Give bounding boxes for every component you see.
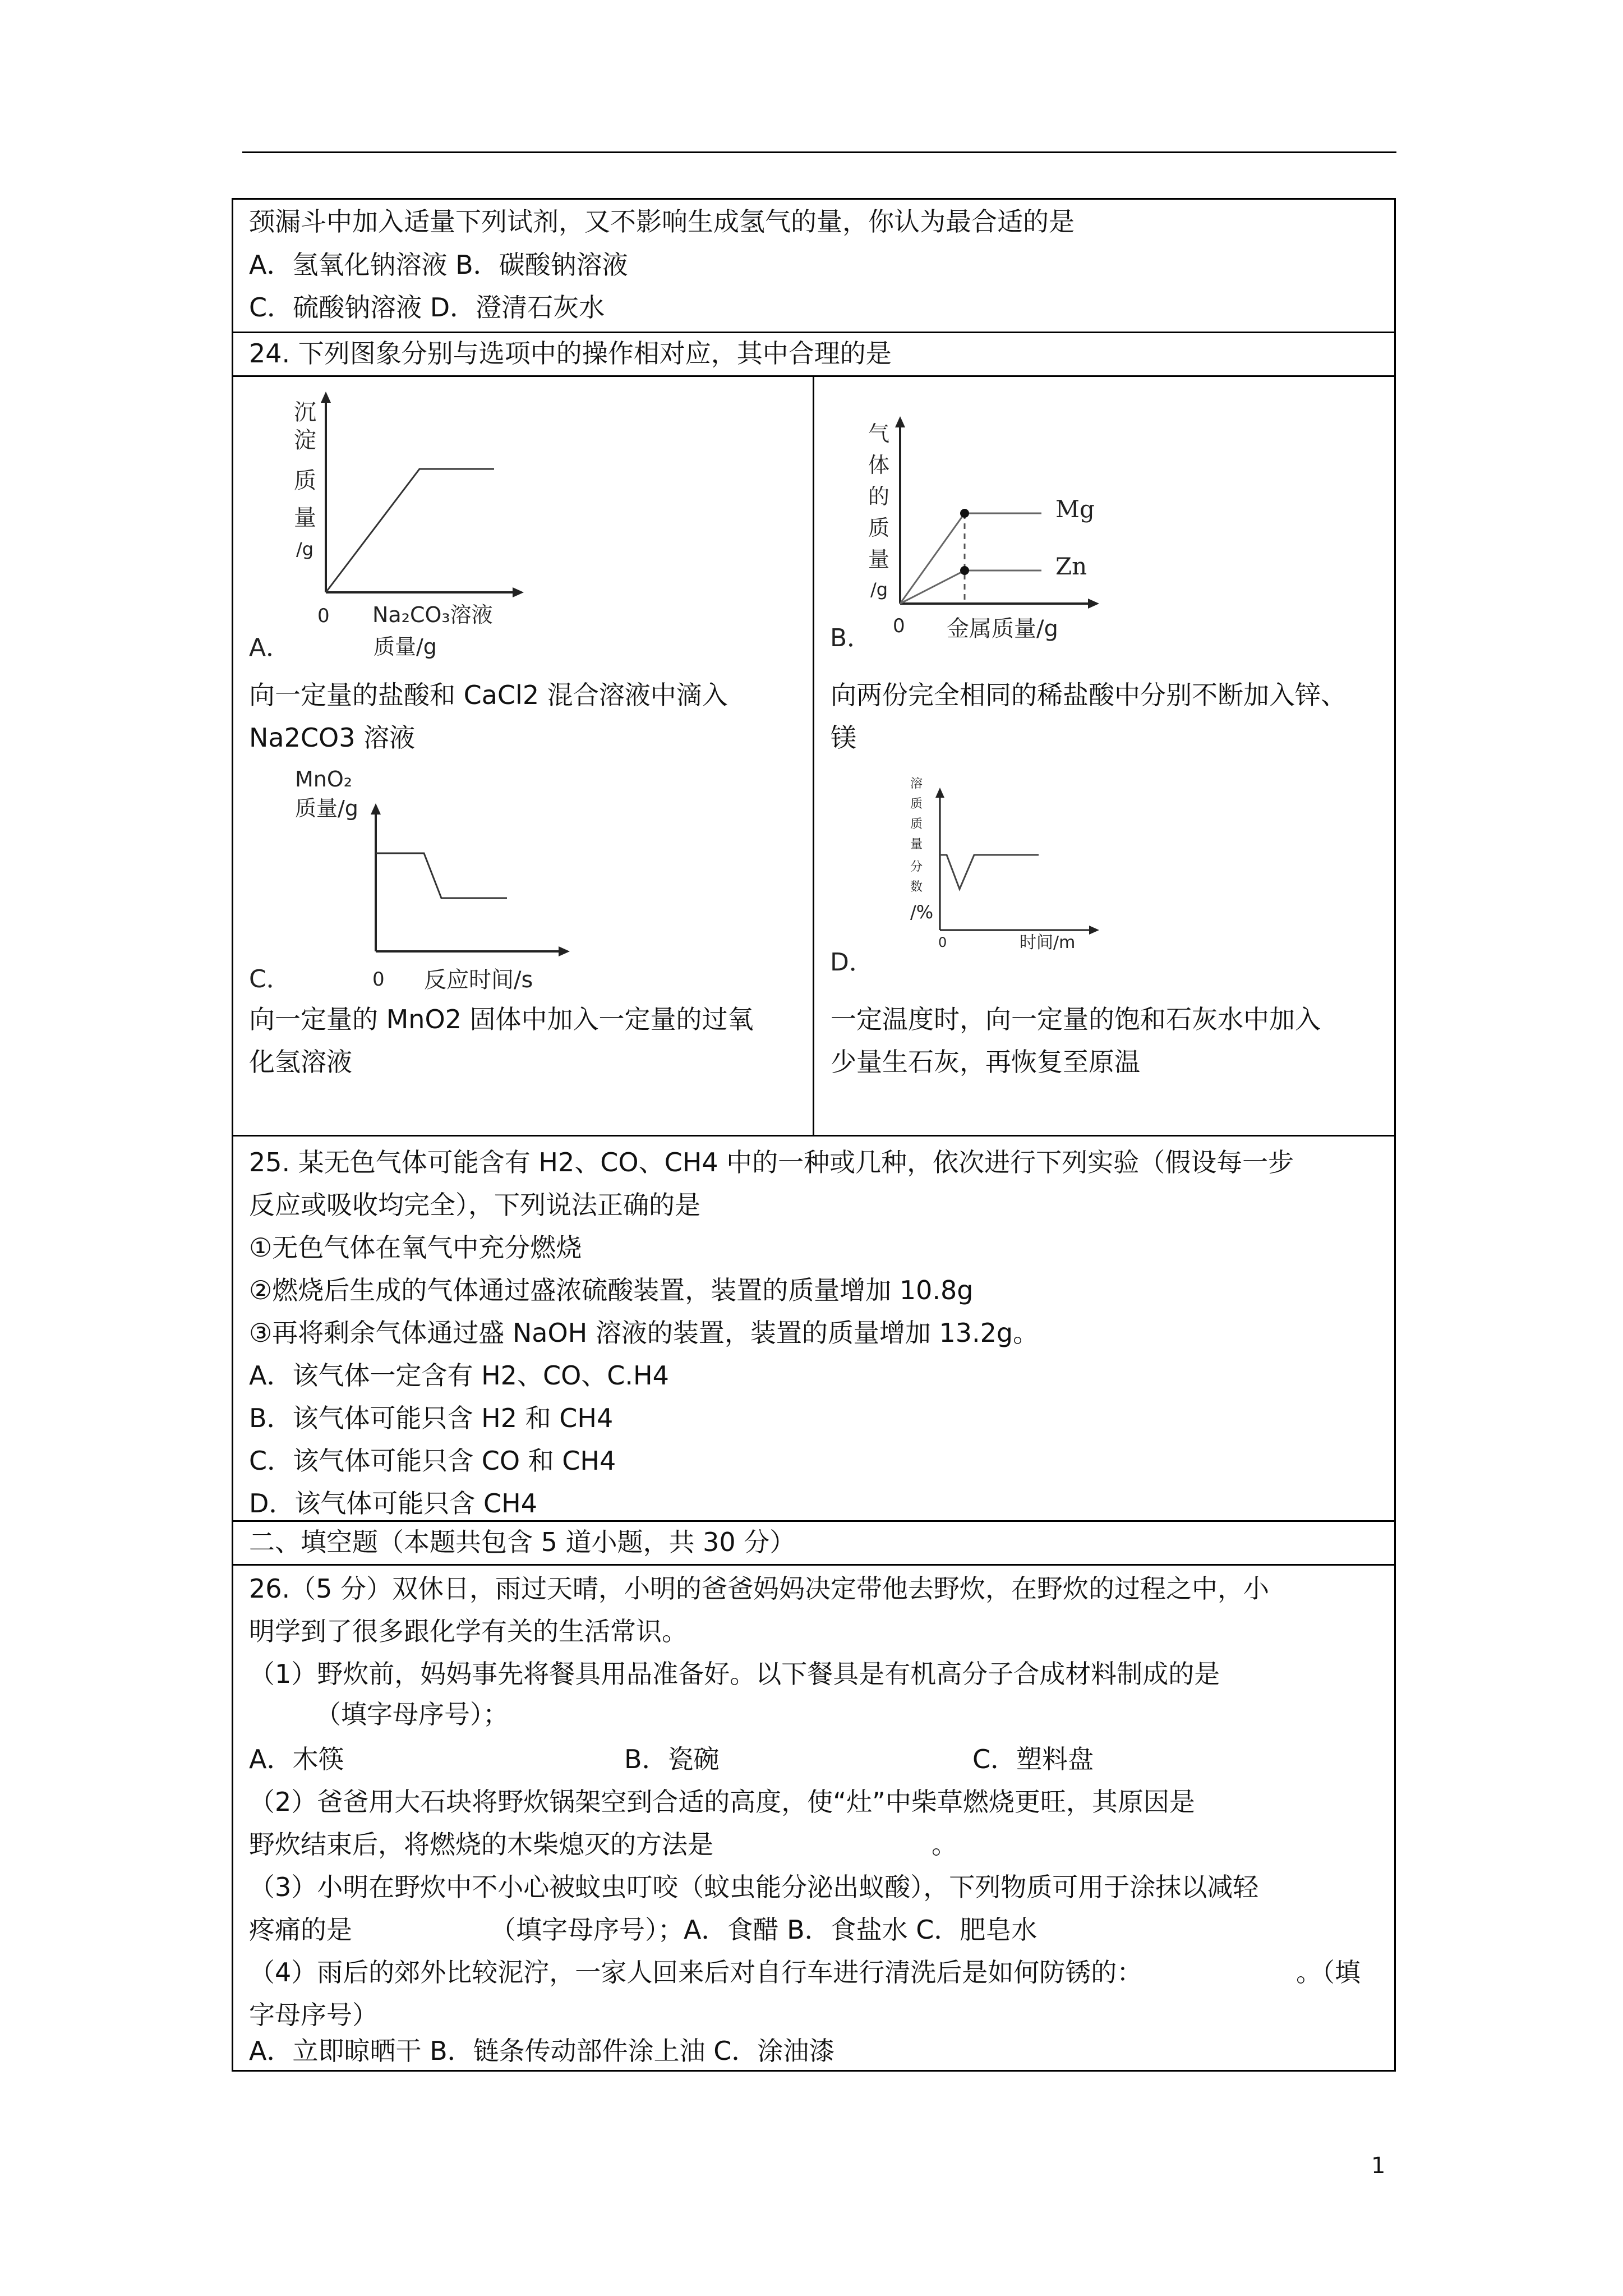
graph-c-desc-line1: 向一定量的 MnO2 固体中加入一定量的过氧 bbox=[249, 1004, 754, 1034]
graph-b-ylabel-4: 质 bbox=[868, 516, 890, 540]
graph-c bbox=[233, 764, 811, 1000]
graph-b-curve-zn bbox=[900, 570, 1041, 604]
graph-a-ylabel-2: 淀 bbox=[294, 427, 316, 453]
q26-row bbox=[233, 1564, 1394, 2070]
graph-d-desc-line2: 少量生石灰，再恢复至原温 bbox=[831, 1047, 1140, 1077]
q26-line2: 明学到了很多跟化学有关的生活常识。 bbox=[249, 1616, 688, 1646]
q25-step3: ③再将剩余气体通过盛 NaOH 溶液的装置，装置的质量增加 13.2g。 bbox=[249, 1318, 1039, 1348]
q26-part1-option-a: A．木筷 bbox=[249, 1744, 344, 1774]
graph-d-ylabel-2: 质 bbox=[910, 797, 923, 811]
graph-b-zn-point bbox=[960, 566, 969, 575]
graph-c-letter: C． bbox=[249, 965, 291, 993]
graph-a-xlabel-line2: 质量/g bbox=[374, 634, 437, 659]
graph-c-ylabel-line1: MnO₂ bbox=[295, 767, 353, 792]
q26-part4-line1-end: 。（填 bbox=[1296, 1957, 1361, 1987]
q26-line1: 26.（5 分）双休日，雨过天晴，小明的爸爸妈妈决定带他去野炊，在野炊的过程之中，小 bbox=[249, 1573, 1270, 1604]
graph-a-ylabel-4: 量 bbox=[294, 505, 316, 531]
graph-c-origin: 0 bbox=[372, 968, 385, 991]
q26-part1-line1: （1）野炊前，妈妈事先将餐具用品准备好。以下餐具是有机高分子合成材料制成的是 bbox=[249, 1659, 1220, 1689]
graph-d-ylabel-6: 数 bbox=[910, 880, 923, 894]
graph-a-desc-line2: Na2CO3 溶液 bbox=[249, 723, 416, 753]
q26-part2-line2: 野炊结束后，将燃烧的木柴熄灭的方法是 bbox=[249, 1829, 713, 1860]
q26-part3-line2-b: （填字母序号）；A．食醋 B．食盐水 C．肥皂水 bbox=[490, 1915, 1038, 1945]
graph-c-xlabel: 反应时间/s bbox=[424, 967, 533, 993]
q24-stem: 24. 下列图象分别与选项中的操作相对应，其中合理的是 bbox=[249, 338, 892, 369]
graph-a-ylabel-3: 质 bbox=[294, 468, 316, 494]
graph-c-curve bbox=[376, 853, 507, 898]
graph-b-ylabel-unit: /g bbox=[870, 579, 888, 600]
q26-part2-period: 。 bbox=[932, 1829, 957, 1860]
graph-b-ylabel-5: 量 bbox=[868, 547, 890, 572]
graph-d-ylabel-3: 质 bbox=[910, 817, 923, 831]
graph-b bbox=[814, 377, 1392, 680]
q25-stem-line2: 反应或吸收均完全），下列说法正确的是 bbox=[249, 1190, 700, 1220]
graph-b-desc-line1: 向两份完全相同的稀盐酸中分别不断加入锌、 bbox=[831, 680, 1347, 710]
q26-part3-line2-a: 疼痛的是 bbox=[249, 1915, 352, 1945]
graph-a-y-arrow bbox=[321, 392, 331, 403]
graph-c-desc-line2: 化氢溶液 bbox=[249, 1047, 352, 1077]
graph-a-xlabel-line1: Na₂CO₃溶液 bbox=[372, 602, 493, 627]
q23-options-ab: A．氢氧化钠溶液 B．碳酸钠溶液 bbox=[249, 250, 628, 280]
q25-option-b: B．该气体可能只含 H2 和 CH4 bbox=[249, 1403, 614, 1433]
graph-b-series-mg: Mg bbox=[1055, 495, 1095, 523]
graph-a-curve bbox=[326, 469, 494, 592]
graph-d-ylabel-unit: /% bbox=[910, 901, 934, 923]
q25-row bbox=[233, 1135, 1394, 1520]
q23-options-cd: C．硫酸钠溶液 D．澄清石灰水 bbox=[249, 292, 605, 323]
graph-b-mg-point bbox=[960, 509, 969, 518]
q26-part4-options: A．立即晾晒干 B．链条传动部件涂上油 C．涂油漆 bbox=[249, 2036, 835, 2066]
graph-d-xlabel: 时间/m bbox=[1020, 933, 1076, 953]
graph-b-xlabel: 金属质量/g bbox=[947, 616, 1058, 642]
q25-option-c: C．该气体可能只含 CO 和 CH4 bbox=[249, 1446, 616, 1476]
q26-part1-line2: （填字母序号）； bbox=[315, 1699, 509, 1729]
q26-part4-line2: 字母序号） bbox=[249, 2000, 378, 2030]
graph-d-letter: D． bbox=[830, 948, 874, 977]
graph-c-y-arrow bbox=[371, 803, 381, 815]
graph-a-desc-line1: 向一定量的盐酸和 CaCl2 混合溶液中滴入 bbox=[249, 680, 728, 710]
graph-a-x-arrow bbox=[513, 587, 524, 597]
q26-part1-option-b: B．瓷碗 bbox=[624, 1744, 720, 1774]
graph-c-ylabel-line2: 质量/g bbox=[295, 796, 358, 821]
graph-b-curve-mg bbox=[900, 513, 1041, 604]
graph-a bbox=[233, 377, 811, 680]
graph-d-ylabel-1: 溶 bbox=[910, 777, 923, 791]
graph-b-origin: 0 bbox=[893, 615, 905, 637]
q26-part3-line1: （3）小明在野炊中不小心被蚊虫叮咬（蚊虫能分泌出蚁酸），下列物质可用于涂抹以减轻 bbox=[249, 1872, 1259, 1902]
graph-b-ylabel-3: 的 bbox=[868, 484, 890, 509]
q23-stem-tail: 颈漏斗中加入适量下列试剂，又不影响生成氢气的量，你认为最合适的是 bbox=[249, 206, 1075, 237]
q24-graphs-row bbox=[233, 375, 1394, 1135]
graph-a-letter: A． bbox=[249, 633, 291, 662]
graph-b-ylabel-1: 气 bbox=[868, 421, 890, 446]
q26-part1-option-c: C．塑料盘 bbox=[972, 1744, 1094, 1774]
q25-step2: ②燃烧后生成的气体通过盛浓硫酸装置，装置的质量增加 10.8g bbox=[249, 1275, 974, 1305]
graph-d-curve bbox=[940, 855, 1039, 889]
graph-d-origin: 0 bbox=[938, 935, 947, 950]
q26-part4-line1: （4）雨后的郊外比较泥泞，一家人回来后对自行车进行清洗后是如何防锈的： bbox=[249, 1957, 1143, 1987]
graph-a-ylabel-1: 沉 bbox=[294, 399, 316, 425]
graph-d-ylabel-4: 量 bbox=[910, 838, 923, 852]
graph-d-desc-line1: 一定温度时，向一定量的饱和石灰水中加入 bbox=[831, 1004, 1321, 1034]
q25-step1: ①无色气体在氧气中充分燃烧 bbox=[249, 1232, 582, 1263]
graph-b-ylabel-2: 体 bbox=[868, 453, 890, 477]
q23-row bbox=[233, 200, 1394, 332]
graph-b-letter: B． bbox=[830, 624, 872, 652]
graph-d-x-arrow bbox=[1089, 926, 1099, 935]
graph-a-ylabel-unit: /g bbox=[296, 539, 314, 560]
graph-d bbox=[814, 764, 1392, 1000]
q26-part2-line1: （2）爸爸用大石块将野炊锅架空到合适的高度，使“灶”中柴草燃烧更旺，其原因是 bbox=[249, 1787, 1195, 1817]
graph-a-origin: 0 bbox=[317, 605, 330, 627]
q25-stem-line1: 25. 某无色气体可能含有 H2、CO、CH4 中的一种或几种，依次进行下列实验（假设每一步 bbox=[249, 1147, 1294, 1177]
graph-d-y-arrow bbox=[935, 788, 944, 798]
header-rule bbox=[242, 151, 1396, 153]
section2-row bbox=[233, 1520, 1394, 1564]
graph-b-x-arrow bbox=[1088, 599, 1099, 609]
q25-option-d: D．该气体可能只含 CH4 bbox=[249, 1488, 538, 1519]
q24-stem-row bbox=[233, 332, 1394, 375]
q25-option-a: A．该气体一定含有 H2、CO、C.H4 bbox=[249, 1360, 669, 1391]
question-table bbox=[232, 198, 1396, 2072]
page-number: 1 bbox=[1371, 2153, 1386, 2179]
graph-b-y-arrow bbox=[895, 416, 905, 427]
graph-d-ylabel-5: 分 bbox=[910, 860, 923, 874]
graph-b-series-zn: Zn bbox=[1055, 553, 1087, 580]
graph-c-x-arrow bbox=[559, 946, 570, 956]
section2-title: 二、填空题（本题共包含 5 道小题，共 30 分） bbox=[249, 1527, 796, 1557]
graph-b-desc-line2: 镁 bbox=[831, 723, 856, 753]
